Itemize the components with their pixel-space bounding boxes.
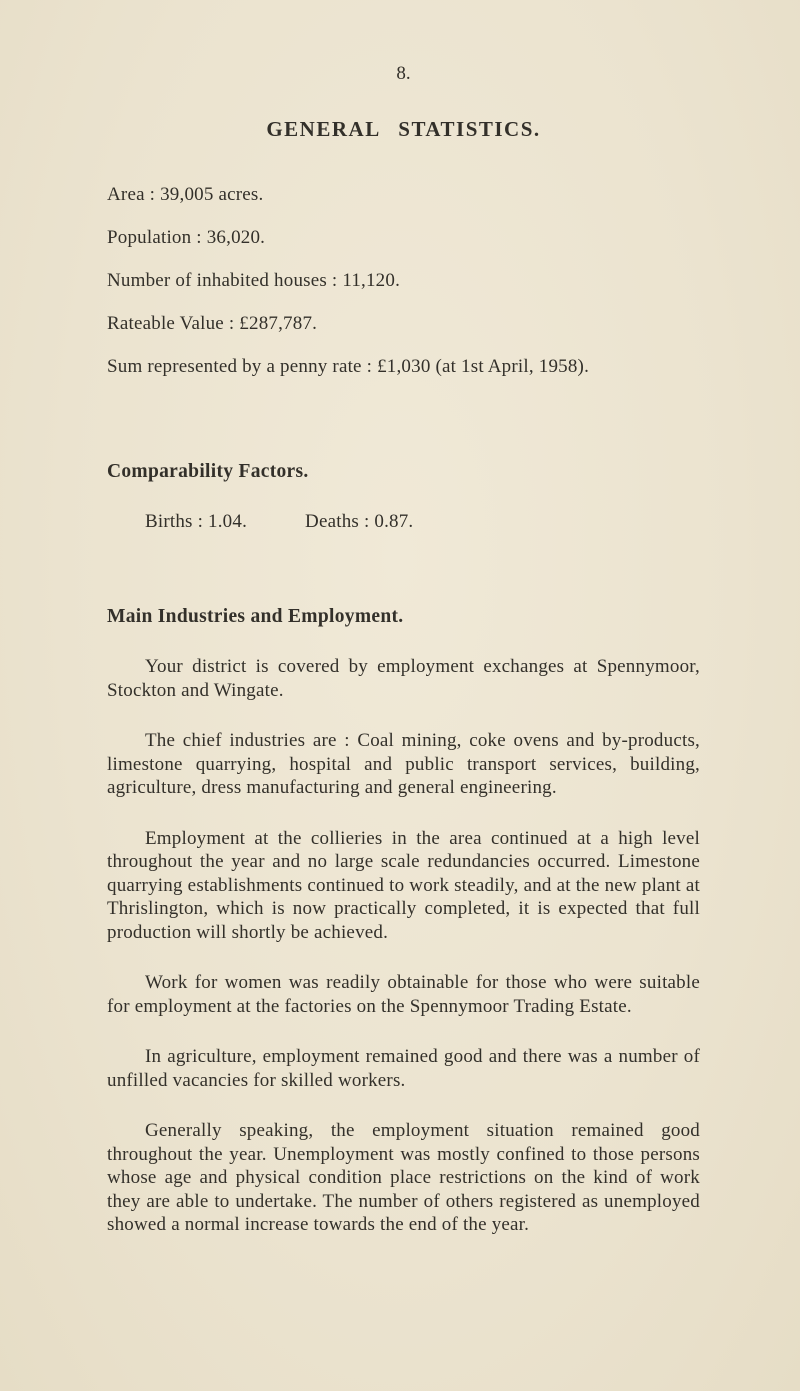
page-number: 8. bbox=[396, 63, 411, 84]
industries-paragraph-exchanges: Your district is covered by employment exchanges at Spennymoor, Stockton and Wingate. bbox=[107, 656, 700, 701]
industries-paragraph-collieries: Employment at the collieries in the area continued at a high level throughout the year and no large scale redundancies occurred. Limestone quarrying establishments continued to work steadily, and at the new plant at Thrislington, which is now practically completed, it is expected that full production will shortly be achieved. bbox=[107, 827, 700, 943]
stat-inhabited-houses: Number of inhabited houses : 11,120. bbox=[107, 270, 401, 291]
births-value: Births : 1.04. bbox=[145, 511, 248, 532]
births-deaths-line bbox=[107, 510, 700, 533]
general-statistics-section bbox=[107, 183, 700, 378]
industries-paragraph-agriculture: In agriculture, employment remained good and there was a number of unfilled vacancies for skilled workers. bbox=[107, 1046, 700, 1091]
stat-penny-rate: Sum represented by a penny rate : £1,030 (at 1st April, 1958). bbox=[107, 356, 590, 377]
main-industries-heading: Main Industries and Employment. bbox=[107, 606, 404, 627]
industries-paragraph-chief-industries: The chief industries are : Coal mining, coke ovens and by-products, limestone quarrying, hospital and public transport services, building, agriculture, dress manufacturing and general engineering. bbox=[107, 730, 700, 798]
main-industries-section bbox=[107, 605, 700, 1237]
industries-paragraph-women-employment: Work for women was readily obtainable for those who were suitable for employment at the factories on the Spennymoor Trading Estate. bbox=[107, 972, 700, 1017]
stat-population: Population : 36,020. bbox=[107, 227, 266, 248]
page-title: GENERAL STATISTICS. bbox=[266, 117, 541, 141]
stat-area: Area : 39,005 acres. bbox=[107, 184, 264, 205]
deaths-value: Deaths : 0.87. bbox=[305, 511, 414, 532]
stat-rateable-value: Rateable Value : £287,787. bbox=[107, 313, 318, 334]
industries-paragraph-general-situation: Generally speaking, the employment situation remained good throughout the year. Unemployment was mostly confined to those persons whose age and physical condition place restrictions on the kind of work they are able to undertake. The number of others registered as unemployed showed a normal increase towards the end of the year. bbox=[107, 1120, 700, 1235]
comparability-factors-heading: Comparability Factors. bbox=[107, 461, 309, 482]
comparability-factors-section bbox=[107, 460, 700, 533]
